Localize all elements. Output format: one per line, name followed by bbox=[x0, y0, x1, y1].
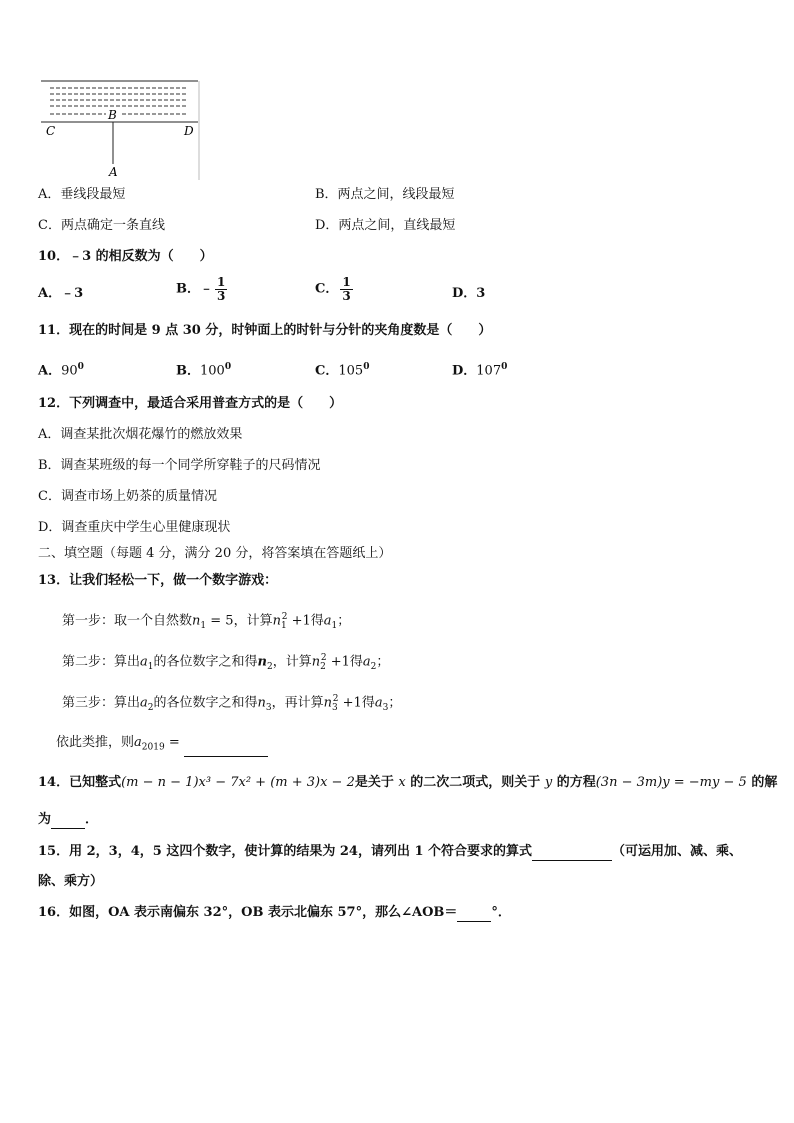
q15-line-2: 除、乘方） bbox=[38, 874, 104, 889]
step3-text-d: 得 bbox=[361, 695, 375, 711]
q14-var-y: y bbox=[544, 775, 553, 790]
q16-end: °． bbox=[491, 905, 511, 920]
q9-figure bbox=[38, 78, 203, 182]
q11-option-b bbox=[176, 358, 231, 380]
fraction-denominator: 3 bbox=[342, 289, 351, 303]
q13-stem: 13．让我们轻松一下，做一个数字游戏： bbox=[38, 573, 278, 588]
q14-mid2: 的二次二项式，则关于 bbox=[410, 775, 541, 790]
q9-option-d: D．两点之间，直线最短 bbox=[315, 218, 456, 233]
sub: 2 bbox=[147, 702, 154, 713]
eq-five: = 5 bbox=[210, 613, 234, 629]
q13-conclusion: 依此类推，则$a_{2019}$ = bbox=[56, 734, 268, 757]
q16-answer-blank[interactable] bbox=[457, 907, 491, 922]
fraction-numerator: 1 bbox=[342, 275, 351, 289]
q12-stem: 12．下列调查中，最适合采用普查方式的是（ ） bbox=[38, 396, 343, 411]
q11-c-value: 105 bbox=[338, 363, 364, 379]
sub: 1 bbox=[147, 661, 154, 672]
step3-text-a: 第三步：算出 bbox=[62, 695, 141, 711]
step1-text-a: 第一步：取一个自然数 bbox=[62, 613, 193, 629]
q13-step-2: 第二步：算出$a_1$的各位数字之和得$n_2$，计算$n_2^2 +1$得$a_2$； bbox=[62, 653, 390, 672]
label-A: A bbox=[109, 165, 118, 179]
q14-mid3: 的方程 bbox=[556, 775, 596, 790]
fraction-denominator: 3 bbox=[217, 289, 226, 303]
step2-text-b: 的各位数字之和得 bbox=[153, 654, 258, 670]
sup: 2 bbox=[281, 612, 288, 622]
sub: 1 bbox=[331, 620, 338, 631]
q14-line-1 bbox=[38, 774, 777, 792]
label-C: C bbox=[46, 124, 56, 138]
label-B: B bbox=[108, 108, 117, 122]
q14-line-2 bbox=[38, 811, 98, 829]
sub: 2 bbox=[266, 661, 273, 672]
step2-text-a: 第二步：算出 bbox=[62, 654, 141, 670]
q14-end: 的解 bbox=[751, 775, 778, 790]
sub: 2 bbox=[370, 661, 377, 672]
q15-line1-text: 15．用 2，3，4，5 这四个数字，使计算的结果为 24，请列出 1 个符合要求的算式 bbox=[38, 844, 533, 859]
plus-one: +1 bbox=[330, 654, 350, 670]
plus-one: +1 bbox=[342, 695, 362, 711]
sub: 3 bbox=[332, 702, 338, 713]
sub: 3 bbox=[265, 702, 272, 713]
q16-line bbox=[38, 904, 511, 922]
degree-mark: 0 bbox=[224, 362, 232, 372]
q13-step-3: 第三步：算出$a_2$的各位数字之和得$n_3$，再计算$n_3^2 +1$得$a_3$； bbox=[62, 694, 402, 713]
q11-b-label: B． bbox=[176, 363, 200, 379]
sub: 1 bbox=[200, 620, 207, 631]
q14-mid1: 是关于 bbox=[354, 775, 394, 790]
q10-option-c-label: C． bbox=[315, 281, 339, 297]
q9-option-b: B．两点之间，线段最短 bbox=[315, 187, 455, 202]
q10-option-b bbox=[176, 276, 227, 303]
q10-option-d: D．3 bbox=[452, 286, 486, 301]
conclusion-text: 依此类推，则 bbox=[56, 735, 135, 750]
q14-var-x: x bbox=[398, 775, 406, 790]
section-heading-fill-in: 二、填空题（每题 4 分，满分 20 分，将答案填在答题纸上） bbox=[38, 546, 392, 561]
q11-c-label: C． bbox=[315, 363, 339, 379]
degree-mark: 0 bbox=[363, 362, 370, 372]
step3-text-c: ，再计算 bbox=[271, 695, 324, 711]
q11-a-label: A． bbox=[38, 363, 62, 379]
degree-mark: 0 bbox=[501, 362, 508, 372]
q12-option-d: D．调查重庆中学生心里健康现状 bbox=[38, 520, 231, 535]
step2-text-c: ，计算 bbox=[272, 654, 312, 670]
q11-option-c bbox=[315, 358, 369, 380]
q10-stem: 10．﹣3 的相反数为（ ） bbox=[38, 249, 213, 264]
q13-answer-blank[interactable] bbox=[184, 742, 268, 757]
fraction-numerator: 1 bbox=[217, 275, 226, 289]
q10-option-a: A．﹣3 bbox=[38, 286, 84, 301]
q11-b-value: 100 bbox=[200, 363, 225, 379]
q9-option-c: C．两点确定一条直线 bbox=[38, 218, 165, 233]
sub: 3 bbox=[382, 702, 389, 713]
sub: 2019 bbox=[141, 742, 165, 753]
q10-option-c-fraction bbox=[340, 276, 352, 303]
sup: 2 bbox=[320, 653, 327, 663]
step1-text-b: ，计算 bbox=[233, 613, 273, 629]
q12-option-b: B．调查某班级的每一个同学所穿鞋子的尺码情况 bbox=[38, 458, 321, 473]
sup: 2 bbox=[332, 694, 339, 704]
q10-option-b-fraction bbox=[215, 276, 227, 303]
sub: 1 bbox=[280, 620, 287, 631]
step1-text-c: 得 bbox=[310, 613, 324, 629]
q14-equation: (3n − 3m)y = −my − 5 bbox=[595, 775, 747, 790]
q11-d-value: 107 bbox=[476, 363, 502, 379]
q11-d-label: D． bbox=[452, 363, 477, 379]
plus-one: +1 bbox=[291, 613, 311, 629]
q11-a-value: 90 bbox=[61, 363, 78, 379]
q13-step-1: 第一步：取一个自然数$n_1 = 5$，计算$n_1^2 +1$得$a_1$； bbox=[62, 612, 351, 631]
q14-polynomial: (m − n − 1)x³ − 7x² + (m + 3)x − 2 bbox=[121, 775, 355, 790]
q14-line2-text: 为 bbox=[38, 812, 52, 827]
degree-mark: 0 bbox=[77, 362, 84, 372]
q9-option-a: A．垂线段最短 bbox=[38, 187, 126, 202]
step3-text-b: 的各位数字之和得 bbox=[153, 695, 258, 711]
sub: 2 bbox=[320, 661, 326, 672]
q14-line2-end: ． bbox=[85, 812, 99, 827]
q15-line1-end: （可运用加、减、乘、 bbox=[612, 844, 743, 859]
q10-option-c bbox=[315, 276, 353, 303]
q11-option-d bbox=[452, 358, 507, 380]
label-D: D bbox=[184, 124, 194, 138]
q12-option-a: A．调查某批次烟花爆竹的燃放效果 bbox=[38, 427, 243, 442]
q14-pre: 14．已知整式 bbox=[38, 775, 122, 790]
q11-stem: 11．现在的时间是 9 点 30 分，时钟面上的时针与分针的夹角度数是（ ） bbox=[38, 323, 492, 338]
q11-option-a bbox=[38, 358, 84, 380]
q12-option-c: C．调查市场上奶茶的质量情况 bbox=[38, 489, 217, 504]
q15-line-1 bbox=[38, 843, 742, 861]
q15-answer-blank[interactable] bbox=[532, 846, 612, 861]
q10-option-b-label: B．﹣ bbox=[176, 281, 213, 297]
q16-text: 16．如图，OA 表示南偏东 32°，OB 表示北偏东 57°，那么∠AOB＝ bbox=[38, 905, 458, 920]
equals: = bbox=[168, 735, 180, 750]
q14-answer-blank[interactable] bbox=[51, 814, 85, 829]
step2-text-d: 得 bbox=[349, 654, 363, 670]
